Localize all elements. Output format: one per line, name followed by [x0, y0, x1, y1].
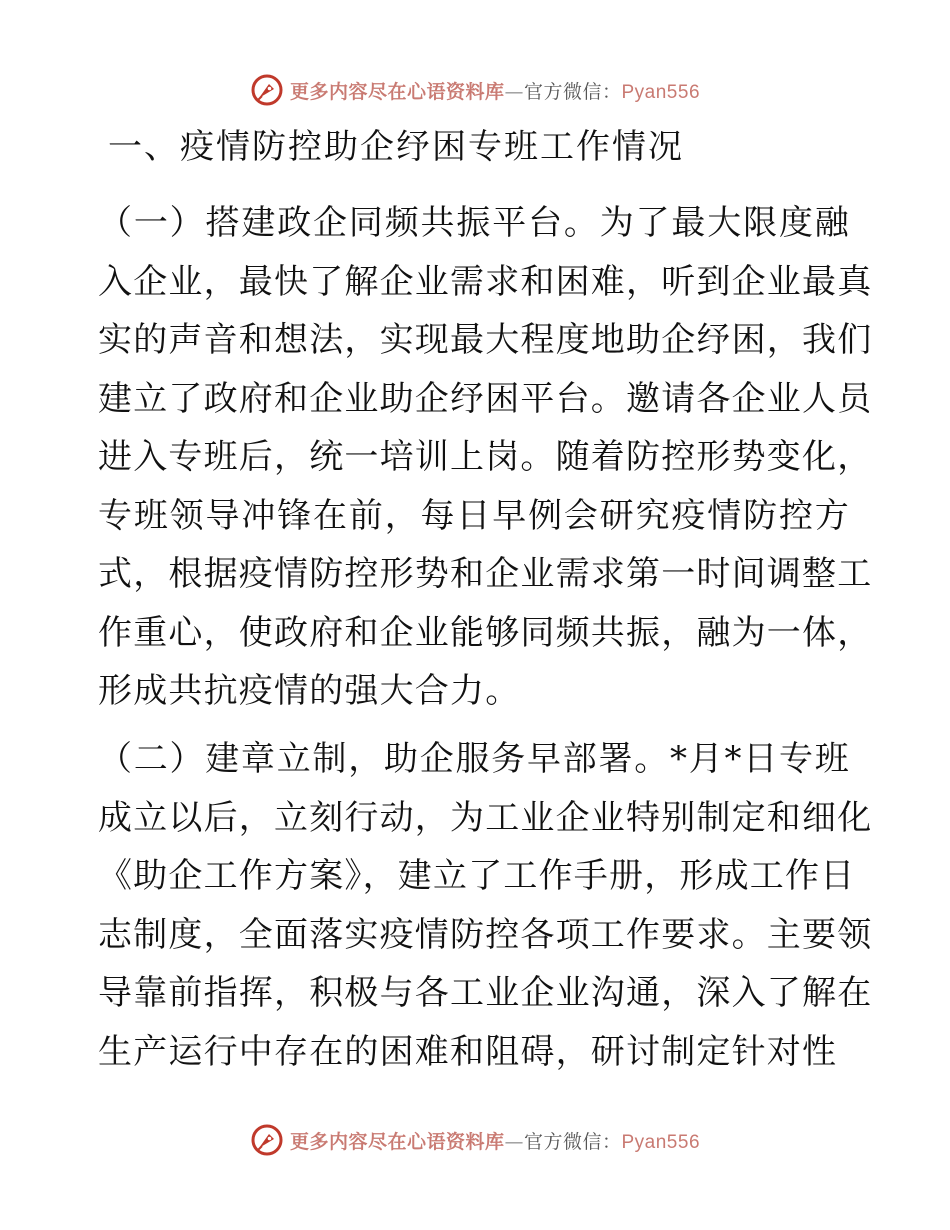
paragraph-line: 入企业，最快了解企业需求和困难，听到企业最真: [98, 261, 873, 302]
watermark-wechat-id: Pyan556: [621, 1131, 701, 1153]
paragraph-line: 志制度，全面落实疫情防控各项工作要求。主要领: [98, 914, 873, 955]
pen-nib-logo-icon: [250, 1123, 284, 1157]
pen-nib-logo-icon: [250, 73, 284, 107]
paragraph-line: 专班领导冲锋在前，每日早例会研究疫情防控方: [98, 495, 850, 536]
paragraph-line: 形成共抗疫情的强大合力。: [98, 671, 521, 711]
paragraph-line: 导靠前指挥，积极与各工业企业沟通，深入了解在: [98, 973, 873, 1013]
paragraph-line: 作重心，使政府和企业能够同频共振，融为一体，: [98, 612, 873, 653]
paragraph-line: 实的声音和想法，实现最大程度地助企纾困，我们: [98, 320, 873, 360]
watermark-main-text: 更多内容尽在心语资料库: [289, 1130, 505, 1153]
watermark-wechat-label: 官方微信：: [523, 1130, 622, 1153]
paragraph-line: 式，根据疫情防控形势和企业需求第一时间调整工: [98, 554, 873, 594]
paragraph-line: （二）建章立制，助企服务早部署。*月*日专班: [98, 739, 850, 779]
watermark-dash: —: [504, 1130, 524, 1153]
paragraph-2: [98, 730, 873, 1081]
section-heading: 一、疫情防控助企纾困专班工作情况: [108, 127, 684, 167]
paragraph-line: 生产运行中存在的困难和阻碍，研讨制定针对性: [98, 1031, 838, 1072]
paragraph-line: 进入专班后，统一培训上岗。随着防控形势变化，: [98, 437, 873, 477]
paragraph-line: 成立以后，立刻行动，为工业企业特别制定和细化: [98, 797, 873, 838]
watermark-footer: [0, 1120, 950, 1160]
watermark-main-text: 更多内容尽在心语资料库: [289, 80, 505, 103]
paragraph-line: 建立了政府和企业助企纾困平台。邀请各企业人员: [98, 378, 873, 419]
paragraph-1: [98, 194, 873, 721]
watermark-dash: —: [504, 80, 524, 103]
watermark-text: [290, 77, 700, 104]
watermark-header: [0, 70, 950, 110]
watermark-wechat-id: Pyan556: [621, 81, 701, 103]
paragraph-line: （一）搭建政企同频共振平台。为了最大限度融: [98, 203, 850, 243]
watermark-wechat-label: 官方微信：: [523, 80, 622, 103]
watermark-text: [290, 1127, 700, 1154]
paragraph-line: 《助企工作方案》，建立了工作手册，形成工作日: [98, 856, 856, 896]
